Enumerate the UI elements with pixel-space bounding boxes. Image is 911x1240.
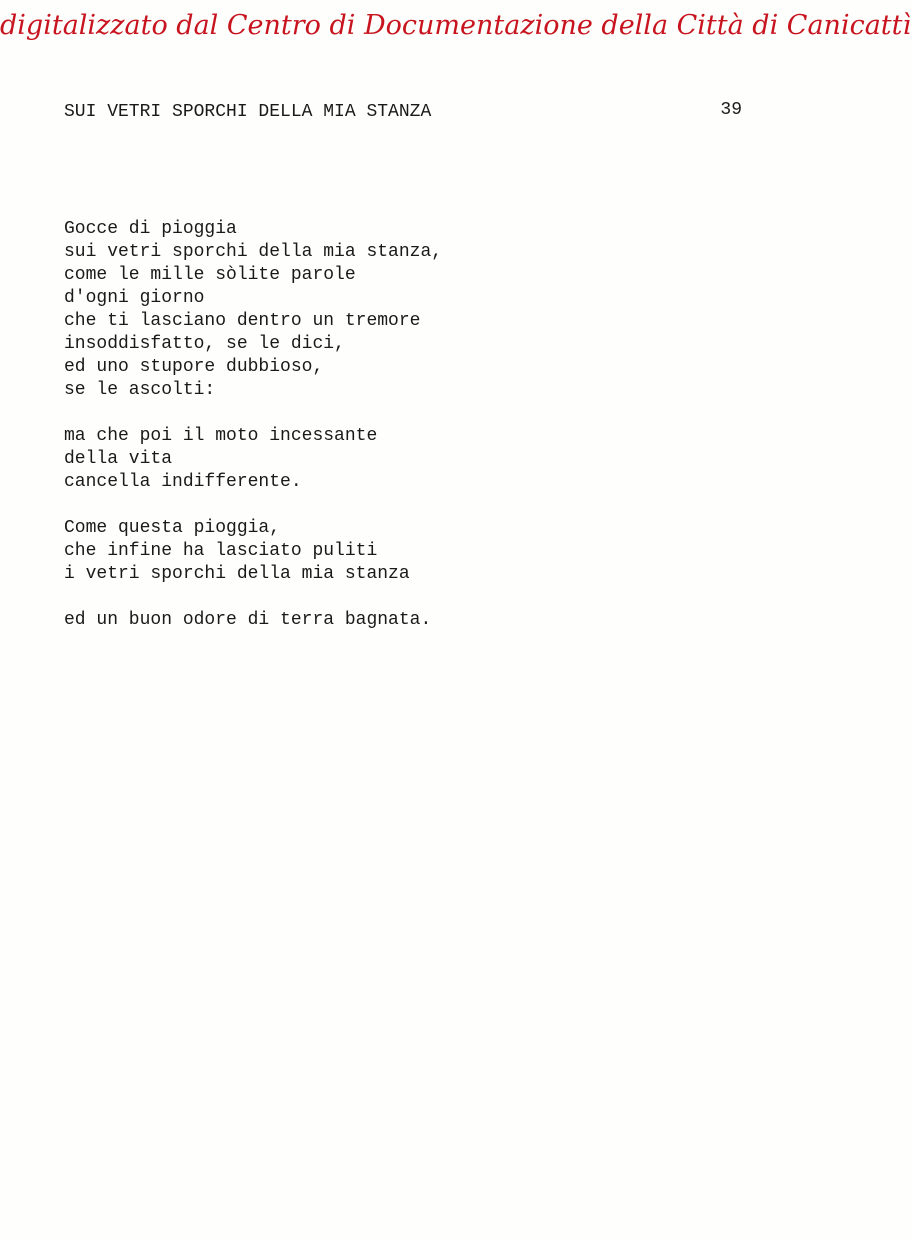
stanza-3 [64,517,442,586]
page-title: SUI VETRI SPORCHI DELLA MIA STANZA [64,102,432,122]
poem-line: cancella indifferente. [64,472,302,492]
poem-line: ed un buon odore di terra bagnata. [64,610,432,630]
poem-line: ed uno stupore dubbioso, [64,357,324,377]
poem-line: se le ascolti: [64,380,216,400]
poem-body [64,218,442,655]
poem-line: i vetri sporchi della mia stanza [64,564,410,584]
poem-line: come le mille sòlite parole [64,265,356,285]
digitization-watermark: digitalizzato dal Centro di Documentazione della Città di Canicattì [0,10,911,41]
poem-line: ma che poi il moto incessante [64,426,378,446]
poem-line: Come questa pioggia, [64,518,281,538]
poem-line: della vita [64,449,173,469]
page-number: 39 [720,100,742,120]
poem-line: che infine ha lasciato puliti [64,541,378,561]
poem-line: d'ogni giorno [64,288,205,308]
poem-line: insoddisfatto, se le dici, [64,334,345,354]
poem-line: che ti lasciano dentro un tremore [64,311,421,331]
poem-line: Gocce di pioggia [64,219,237,239]
stanza-2 [64,425,442,494]
poem-line: sui vetri sporchi della mia stanza, [64,242,443,262]
stanza-1 [64,218,442,402]
stanza-4 [64,609,442,632]
